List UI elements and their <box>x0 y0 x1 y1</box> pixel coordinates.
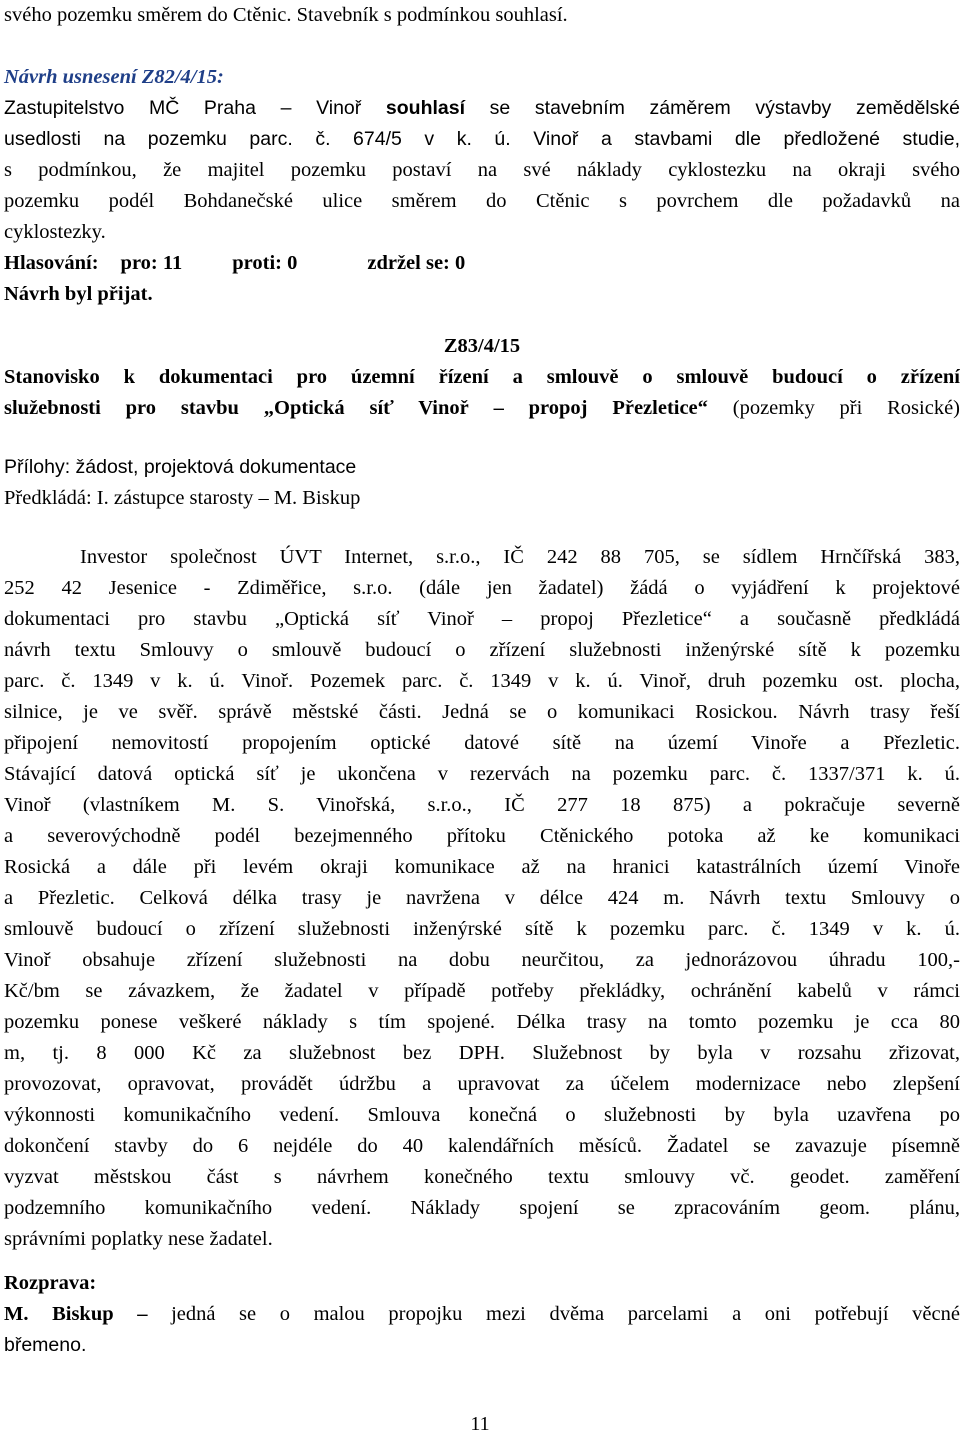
body-line: výkonnosti komunikačního vedení. Smlouva konečná o služebnosti by byla uzavřena po <box>4 1104 960 1126</box>
body-line: silnice, je ve svěř. správě městské části. Jedná se o komunikaci Rosickou. Návrh trasy řeší <box>4 701 960 723</box>
body-line: Rosická a dále při levém okraji komunikace až na hranici katastrálních území Vinoře <box>4 856 960 878</box>
attachments-line: Přílohy: žádost, projektová dokumentace <box>4 456 357 478</box>
body-line: dokumentaci pro stavbu „Optická síť Vinoř – propoj Přezletice“ a současně předkládá <box>4 608 960 630</box>
body-line: 252 42 Jesenice - Zdiměřice, s.r.o. (dále jen žadatel) žádá o vyjádření k projektové <box>4 577 960 599</box>
continuation-line: svého pozemku směrem do Ctěnic. Stavebník s podmínkou souhlasí. <box>4 4 568 26</box>
vote-against: proti: 0 <box>232 252 298 274</box>
presenter-line: Předkládá: I. zástupce starosty – M. Biskup <box>4 487 361 509</box>
body-line: vyzvat městskou část s návrhem konečného textu smlouvy vč. geodet. zaměření <box>4 1166 960 1188</box>
body-line: Vinoř obsahuje zřízení služebnosti na dobu neurčitou, za jednorázovou úhradu 100,- <box>4 949 960 971</box>
vote-for: pro: 11 <box>120 252 183 274</box>
body-line: a severovýchodně podél bezejmenného přítoku Ctěnického potoka až ke komunikaci <box>4 825 960 847</box>
item-code: Z83/4/15 <box>443 335 521 357</box>
item-title-line-2: služebnosti pro stavbu „Optická síť Vinoř – propoj Přezletice“ (pozemky při Rosické) <box>4 397 960 419</box>
body-line: správními poplatky nese žadatel. <box>4 1228 273 1250</box>
body-line: návrh textu Smlouvy o smlouvě budoucí o zřízení služebnosti inženýrské sítě k pozemku <box>4 639 960 661</box>
vote-line <box>4 248 960 279</box>
discussion <box>4 1268 960 1361</box>
agree-word: souhlasí <box>385 97 466 119</box>
body-line: parc. č. 1349 v k. ú. Vinoř. Pozemek parc. č. 1349 v k. ú. Vinoř, druh pozemku ost. plocha, <box>4 670 960 692</box>
body-line: Stávající datová optická síť je ukončena v rezervách na pozemku parc. č. 1337/371 k. ú. <box>4 763 960 785</box>
body-line: pozemku ponese veškeré náklady s tím spojené. Délka trasy na tomto pozemku je cca 80 <box>4 1011 960 1033</box>
resolution-line-4: pozemku podél Bohdanečské ulice směrem do Ctěnic s povrchem dle požadavků na <box>4 190 960 212</box>
resolution-line-1: Zastupitelstvo MČ Praha – Vinoř souhlasí se stavebním záměrem výstavby zemědělské <box>4 97 960 119</box>
item-title-line-1: Stanovisko k dokumentaci pro územní řízení a smlouvě o smlouvě budoucí o zřízení <box>4 366 960 388</box>
top-continuation <box>4 0 960 31</box>
item-body <box>4 542 960 1255</box>
body-line: m, tj. 8 000 Kč za služebnost bez DPH. Služebnost by byla v rozsahu zřizovat, <box>4 1042 960 1064</box>
resolution-z82 <box>4 62 960 310</box>
vote-abstain: zdržel se: 0 <box>367 252 466 274</box>
resolution-line-5: cyklostezky. <box>4 221 106 243</box>
agenda-item-z83 <box>4 331 960 424</box>
vote-label: Hlasování: <box>4 252 99 274</box>
discussion-line-2: břemeno. <box>4 1334 87 1356</box>
vote-result: Návrh byl přijat. <box>4 283 153 305</box>
resolution-heading: Návrh usnesení Z82/4/15: <box>4 66 224 88</box>
resolution-line-3: s podmínkou, že majitel pozemku postaví na své náklady cyklostezku na okraji svého <box>4 159 960 181</box>
speaker-name: M. Biskup – <box>4 1303 148 1325</box>
resolution-line-2: usedlosti na pozemku parc. č. 674/5 v k. ú. Vinoř a stavbami dle předložené studie, <box>4 128 960 150</box>
body-line: připojení nemovitostí propojením optické datové sítě na území Vinoře a Přezletic. <box>4 732 960 754</box>
page-number: 11 <box>470 1413 490 1435</box>
body-line: Investor společnost ÚVT Internet, s.r.o., IČ 242 88 705, se sídlem Hrnčířská 383, <box>80 546 960 568</box>
discussion-heading: Rozprava: <box>4 1272 97 1294</box>
body-line: Vinoř (vlastníkem M. S. Vinořská, s.r.o., IČ 277 18 875) a pokračuje severně <box>4 794 960 816</box>
body-line: provozovat, opravovat, provádět údržbu a upravovat za účelem modernizace nebo zlepšení <box>4 1073 960 1095</box>
body-line: a Přezletic. Celková délka trasy je navržena v délce 424 m. Návrh textu Smlouvy o <box>4 887 960 909</box>
body-line: dokončení stavby do 6 nejdéle do 40 kalendářních měsíců. Žadatel se zavazuje písemně <box>4 1135 960 1157</box>
body-line: podzemního komunikačního vedení. Náklady spojení se zpracováním geom. plánu, <box>4 1197 960 1219</box>
discussion-line-1: M. Biskup – jedná se o malou propojku mezi dvěma parcelami a oni potřebují věcné <box>4 1303 960 1325</box>
body-line: Kč/bm se závazkem, že žadatel v případě potřeby překládky, ochránění kabelů v rámci <box>4 980 960 1002</box>
item-meta <box>4 452 960 514</box>
body-line: smlouvě budoucí o zřízení služebnosti inženýrské sítě k pozemku parc. č. 1349 v k. ú. <box>4 918 960 940</box>
